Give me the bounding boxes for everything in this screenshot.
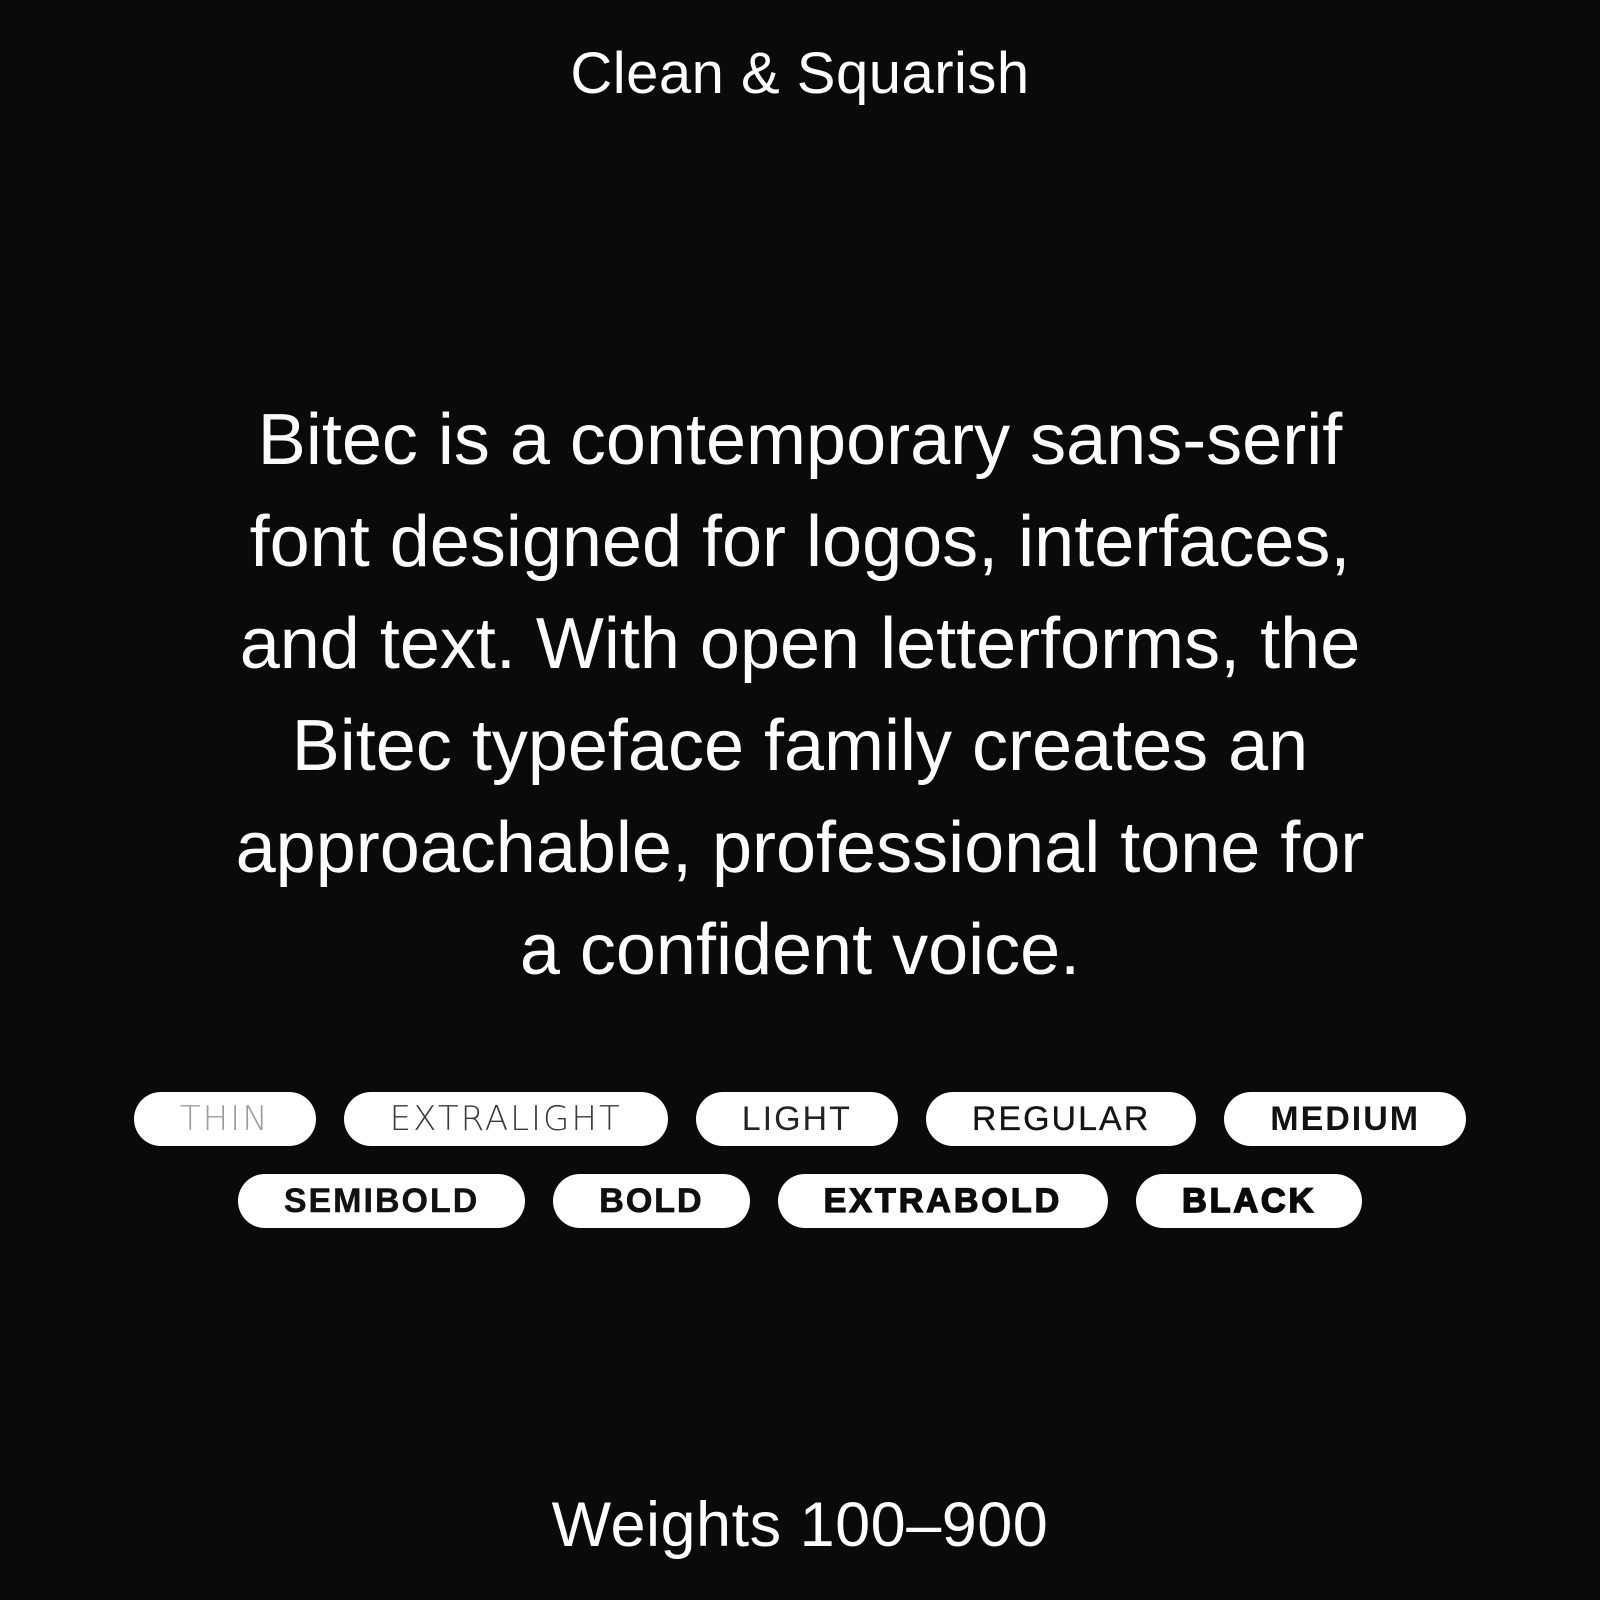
weight-pill-extralight [344, 1092, 668, 1146]
tagline-title: Clean & Squarish [570, 41, 1030, 106]
weight-pill-bold [553, 1174, 749, 1228]
font-description [40, 389, 1560, 1001]
weight-pill-label: SEMIBOLD [283, 1181, 480, 1220]
weight-pill-label: THIN [179, 1099, 270, 1139]
weight-pill-light [696, 1092, 898, 1146]
weight-pill-semibold [238, 1174, 525, 1228]
weight-pill-row-1 [0, 1092, 1600, 1146]
description-line: Bitec is a contemporary sans-serif [257, 400, 1343, 480]
weight-pill-group [0, 1092, 1600, 1228]
description-line: approachable, professional tone for [235, 808, 1365, 888]
weight-pill-regular [926, 1092, 1196, 1146]
weight-pill-row-2 [0, 1174, 1600, 1228]
description-line: and text. With open letterforms, the [239, 604, 1361, 684]
weight-pill-medium [1224, 1092, 1466, 1146]
weight-pill-label: BLACK [1182, 1181, 1317, 1220]
weight-pill-label: BOLD [599, 1181, 704, 1220]
weights-range-label: Weights 100–900 [551, 1490, 1049, 1560]
weight-pill-extrabold [778, 1174, 1109, 1228]
weight-pill-label: EXTRABOLD [823, 1181, 1063, 1220]
weight-pill-thin [134, 1092, 316, 1146]
weight-pill-label: EXTRALIGHT [389, 1099, 622, 1139]
description-line: Bitec typeface family creates an [291, 706, 1309, 786]
weight-pill-label: REGULAR [971, 1099, 1151, 1138]
description-line: font designed for logos, interfaces, [249, 502, 1351, 582]
weight-pill-black [1136, 1174, 1362, 1228]
weight-pill-label: MEDIUM [1270, 1099, 1421, 1138]
weight-pill-label: LIGHT [741, 1099, 852, 1138]
description-line: a confident voice. [519, 910, 1081, 990]
